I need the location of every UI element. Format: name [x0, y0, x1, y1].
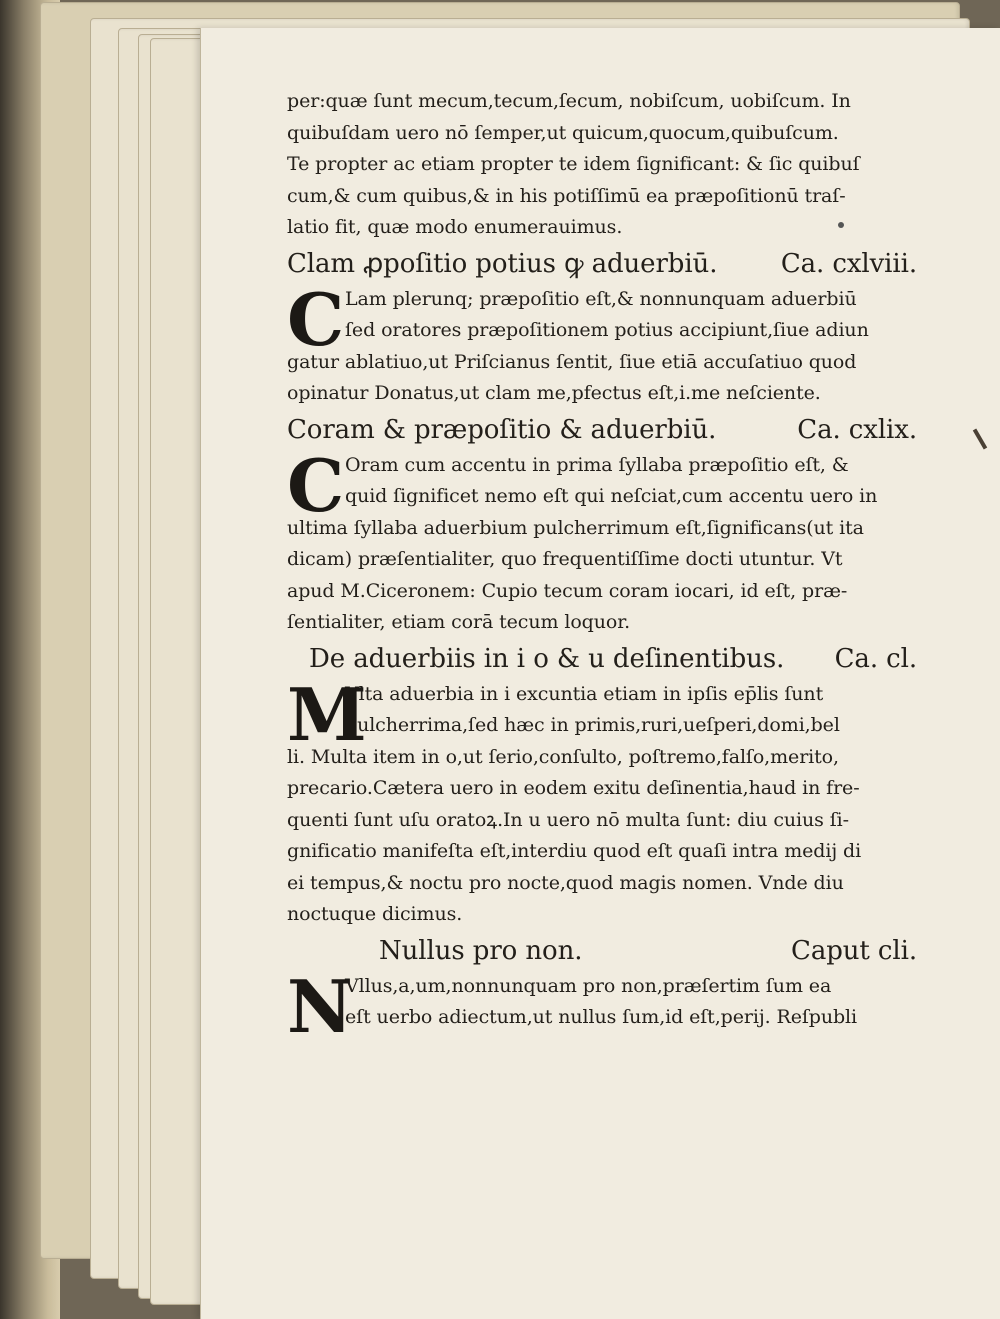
text-line: per:quæ ſunt mecum,tecum,ſecum, nobiſcum, uobiſcum. In: [287, 90, 851, 112]
text-line: gnificatio manifeſta eſt,interdiu quod eſt quaſi intra medij di: [287, 840, 862, 862]
text-line: ſentialiter, etiam corā tecum loquor.: [287, 611, 631, 633]
chapter-number: Ca. cl.: [834, 643, 917, 674]
chapter-number: Ca. cxlix.: [797, 414, 917, 445]
text-line: precario.Cætera uero in eodem exitu deſinentia,haud in fre-: [287, 777, 860, 799]
section-title: Nullus pro non.: [379, 935, 583, 966]
text-line: latio fit, quæ modo enumerauimus.: [287, 216, 623, 238]
section-body: [287, 671, 927, 931]
section-heading: [287, 244, 927, 284]
text-line: dicam) præſentialiter, quo frequentiſſime docti utuntur. Vt: [287, 548, 843, 570]
section-heading: [287, 639, 927, 679]
drop-cap: M: [287, 671, 367, 757]
text-line: Vllus,a,um,nonnunquam pro non,præſertim ſum ea: [345, 974, 832, 997]
section-body: [287, 963, 927, 1049]
text-line: quid ſignificet nemo eſt qui neſciat,cum accentu uero in: [345, 485, 878, 507]
top-block: [287, 86, 927, 244]
text-line: Vlta aduerbia in i excuntia etiam in ipſis ep̄lis ſunt: [345, 682, 824, 705]
section-title: Clam ꝓpoſitio potius ꝙ aduerbiū.: [287, 248, 718, 279]
text-line: eſt uerbo adiectum,ut nullus ſum,id eſt,perij. Reſpubli: [345, 1006, 857, 1028]
section-title: De aduerbiis in i o & u deſinentibus.: [309, 643, 785, 674]
section-heading: [287, 410, 927, 450]
section-body: [287, 276, 927, 410]
drop-cap: C: [287, 276, 345, 362]
text-line: quenti ſunt uſu oratoꝝ.In u uero nō multa ſunt: diu cuius ſi-: [287, 808, 849, 831]
text-line: gatur ablatiuo,ut Priſcianus ſentit, ſiue etiā accuſatiuo quod: [287, 350, 857, 373]
text-line: cum,& cum quibus,& in his potiſſimū ea præpoſitionū traſ-: [287, 184, 846, 207]
text-line: li. Multa item in o,ut ſerio,conſulto, poſtremo,falſo,merito,: [287, 745, 839, 768]
text-line: Oram cum accentu in prima ſyllaba præpoſitio eſt, &: [345, 453, 849, 476]
text-line: ſed oratores præpoſitionem potius accipiunt,ſiue adiun: [345, 319, 869, 341]
section-title: Coram & præpoſitio & aduerbiū.: [287, 414, 717, 445]
drop-cap: N: [287, 963, 353, 1049]
text-line: apud M.Ciceronem: Cupio tecum coram iocari, id eſt, præ-: [287, 579, 848, 602]
section-heading: [287, 931, 927, 971]
text-line: noctuque dicimus.: [287, 903, 463, 925]
text-line: Te propter ac etiam propter te idem ſignificant: & ſic quibuſ: [287, 153, 860, 175]
chapter-number: Ca. cxlviii.: [780, 248, 917, 279]
section-body: [287, 442, 927, 639]
drop-cap: C: [287, 442, 345, 528]
text-line: ei tempus,& noctu pro nocte,quod magis nomen. Vnde diu: [287, 871, 844, 894]
text-line: ultima ſyllaba aduerbium pulcherrimum eſt,ſignificans(ut ita: [287, 516, 864, 539]
text-line: Lam plerunq; præpoſitio eſt,& nonnunquam aduerbiū: [345, 287, 857, 310]
text-line: opinatur Donatus,ut clam me,pfectus eſt,i.me neſciente.: [287, 382, 821, 404]
chapter-number: Caput cli.: [791, 935, 917, 966]
page-text: [287, 86, 927, 1049]
text-line: pulcherrima,ſed hæc in primis,ruri,ueſperi,domi,bel: [345, 714, 840, 736]
text-line: quibuſdam uero nō ſemper,ut quicum,quocum,quibuſcum.: [287, 121, 839, 144]
